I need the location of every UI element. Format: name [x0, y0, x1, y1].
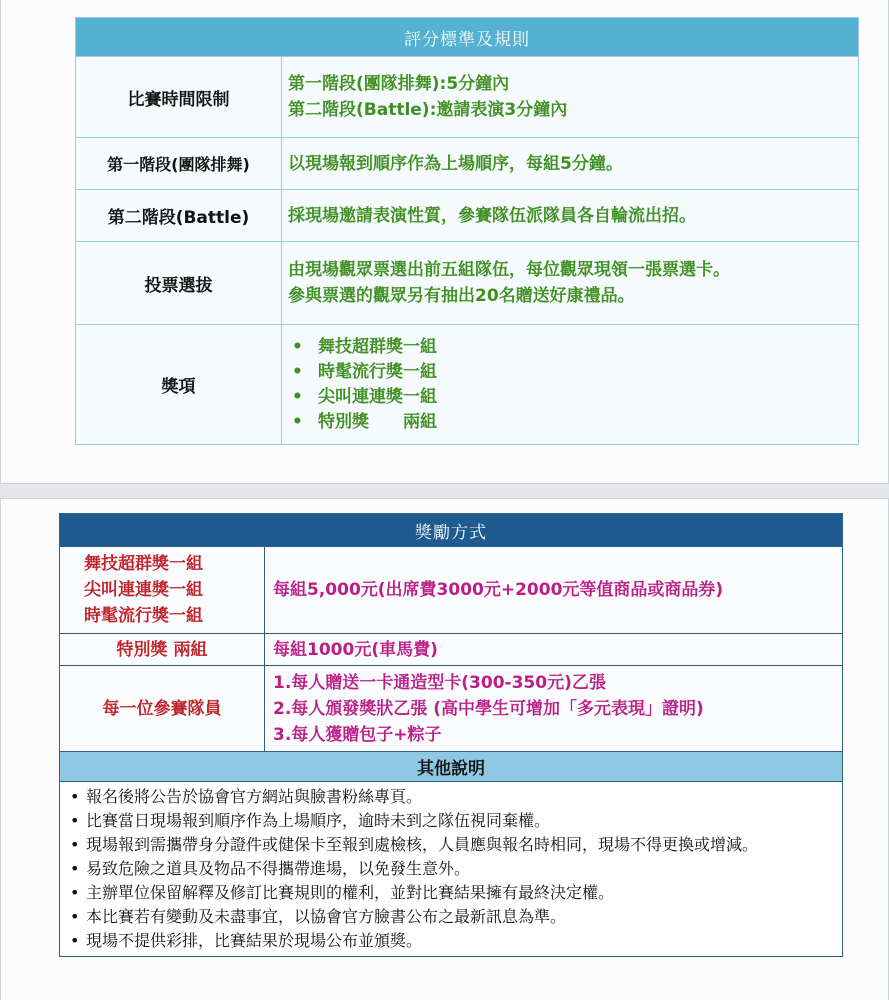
reward-label-2: 尖叫連連獎一組	[84, 580, 203, 600]
awards-label: 獎項	[76, 325, 282, 445]
member-reward-line-1: 1.每人贈送一卡通造型卡(300-350元)乙張	[273, 672, 606, 693]
time-limit-label: 比賽時間限制	[76, 57, 282, 138]
stage2-label: 第二階段(Battle)	[76, 190, 282, 242]
time-limit-line-2: 第二階段(Battle):邀請表演3分鐘內	[288, 100, 568, 120]
member-reward-label: 每一位參賽隊員	[102, 698, 222, 719]
table-row	[76, 190, 859, 242]
list-item: • 特別獎 兩組	[292, 410, 858, 435]
reward-label-3: 時髦流行獎一組	[84, 606, 203, 626]
stage1-label: 第一階段(團隊排舞)	[76, 138, 282, 190]
table-row	[76, 242, 859, 325]
notes-list	[60, 782, 842, 956]
list-item: • 易致危險之道具及物品不得攜帶進場，以免發生意外。	[68, 857, 834, 881]
reward-value-main: 每組5,000元(出席費3000元+2000元等值商品或商品券)	[273, 580, 724, 600]
list-item: • 本比賽若有變動及未盡事宜，以協會官方臉書公布之最新訊息為準。	[68, 905, 834, 929]
table-row	[60, 547, 843, 634]
time-limit-line-1: 第一階段(團隊排舞):5分鐘內	[288, 74, 510, 94]
table-row	[60, 634, 843, 666]
stage2-text: 採現場邀請表演性質，參賽隊伍派隊員各自輪流出招。	[288, 205, 696, 226]
voting-line-2: 參與票選的觀眾另有抽出20名贈送好康禮品。	[288, 286, 635, 306]
list-item: • 報名後將公告於協會官方網站與臉書粉絲專頁。	[68, 785, 834, 809]
voting-label: 投票選拔	[76, 242, 282, 325]
table-row	[76, 57, 859, 138]
reward-label-1: 舞技超群獎一組	[84, 554, 203, 574]
table-row	[76, 138, 859, 190]
special-award-value: 每組1000元(車馬費)	[273, 639, 438, 660]
list-item: • 尖叫連連獎一組	[292, 385, 858, 410]
member-reward-line-3: 3.每人獲贈包子+粽子	[273, 724, 442, 745]
special-award-label: 特別獎 兩組	[116, 639, 208, 660]
notes-header: 其他說明	[60, 752, 843, 782]
rules-table	[75, 17, 859, 445]
voting-line-1: 由現場觀眾票選出前五組隊伍，每位觀眾現領一張票選卡。	[288, 260, 730, 280]
member-reward-line-2: 2.每人頒發獎狀乙張 (高中學生可增加「多元表現」證明)	[273, 698, 704, 719]
list-item: • 比賽當日現場報到順序作為上場順序，逾時未到之隊伍視同棄權。	[68, 809, 834, 833]
reward-header: 獎勵方式	[60, 514, 843, 547]
list-item: • 現場不提供彩排，比賽結果於現場公布並頒獎。	[68, 929, 834, 953]
list-item: • 主辦單位保留解釋及修訂比賽規則的權利，並對比賽結果擁有最終決定權。	[68, 881, 834, 905]
table-row	[76, 325, 859, 445]
list-item: • 時髦流行獎一組	[292, 360, 858, 385]
awards-list	[282, 335, 858, 435]
list-item: • 現場報到需攜帶身分證件或健保卡至報到處檢核，人員應與報名時相同，現場不得更換或增減。	[68, 833, 834, 857]
stage1-text: 以現場報到順序作為上場順序，每組5分鐘。	[288, 153, 623, 174]
reward-table	[59, 513, 843, 957]
table-row	[60, 666, 843, 752]
rules-header: 評分標準及規則	[76, 18, 859, 57]
list-item: • 舞技超群獎一組	[292, 335, 858, 360]
